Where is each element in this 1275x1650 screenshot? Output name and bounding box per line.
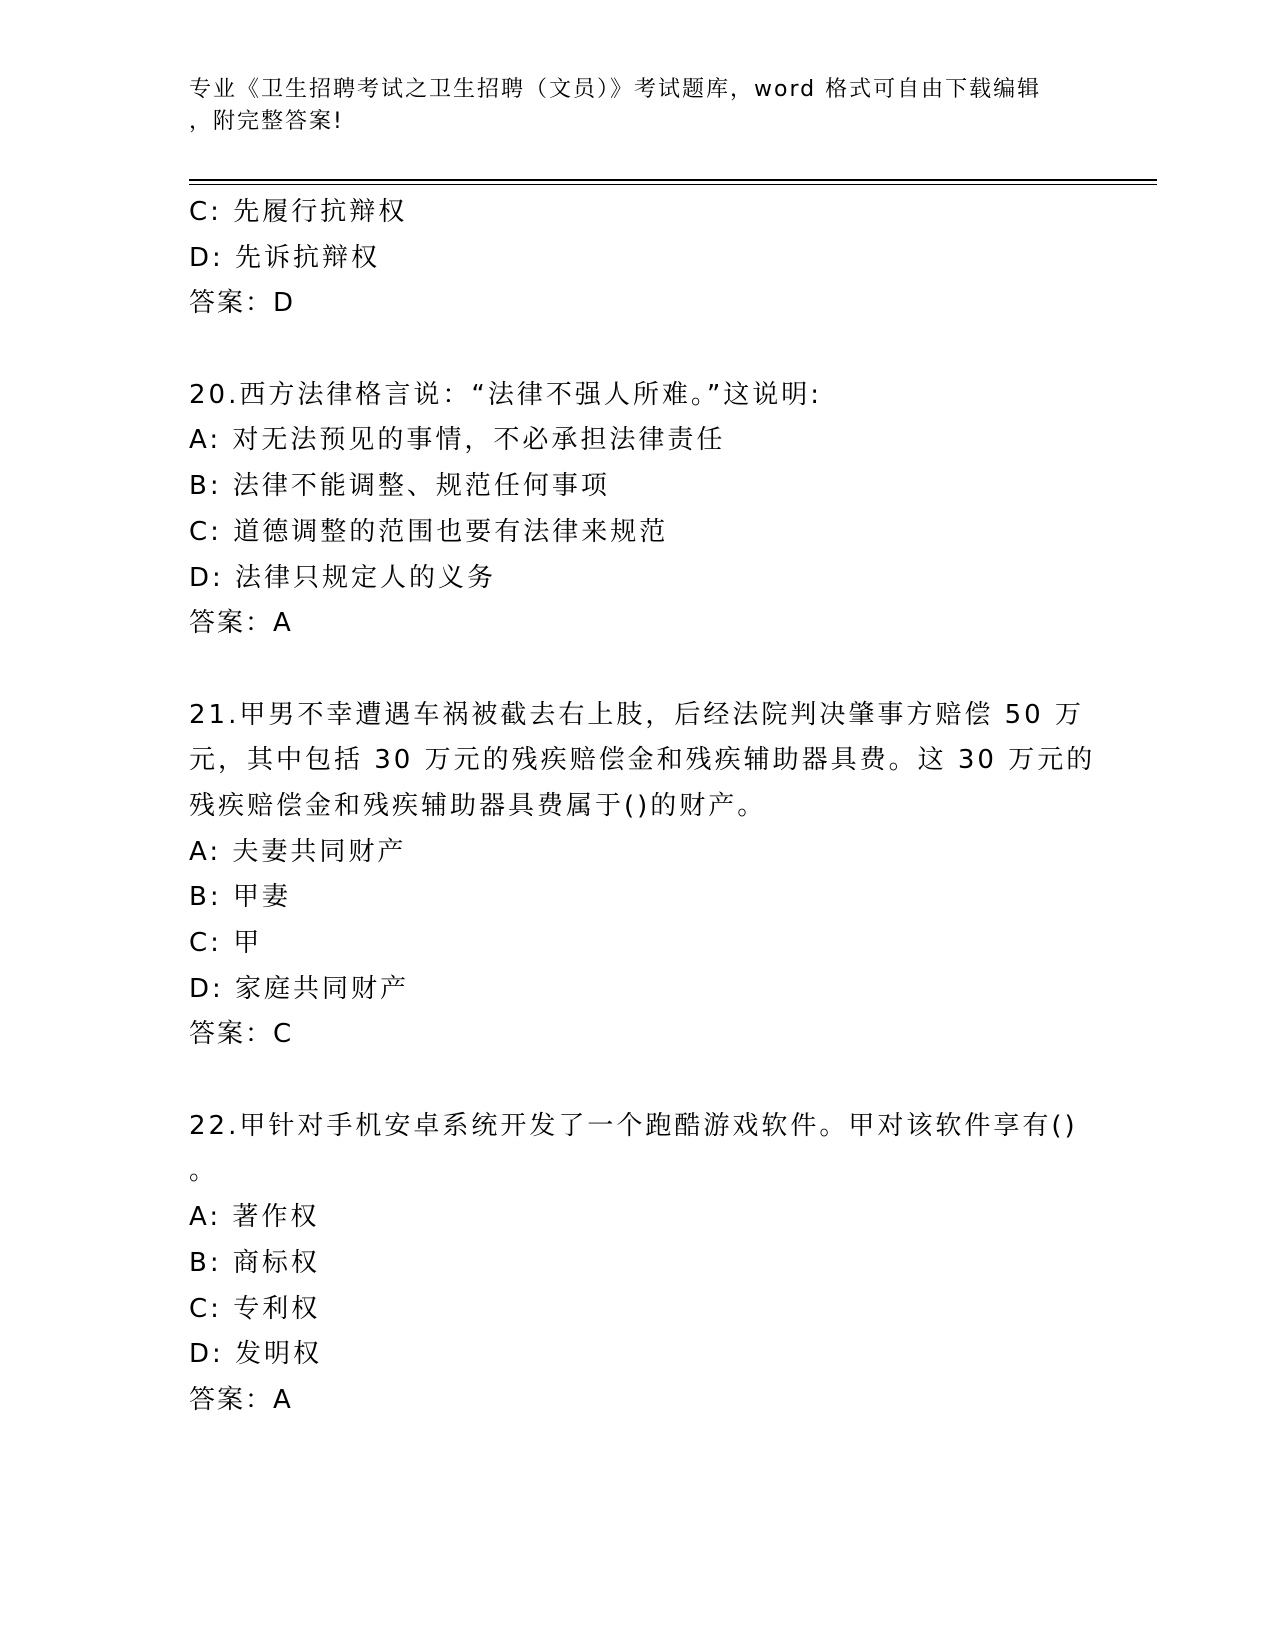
question-20 xyxy=(189,373,1089,647)
answer-line: 答案：A xyxy=(189,1384,293,1415)
question-stem-line-2: 元，其中包括 30 万元的残疾赔偿金和残疾辅助器具费。这 30 万元的 xyxy=(189,745,1096,776)
question-19-tail xyxy=(189,190,1089,327)
document-header xyxy=(189,74,1079,138)
option-a: A: 著作权 xyxy=(189,1202,320,1233)
option-c: C: 专利权 xyxy=(189,1293,321,1324)
header-divider-thick xyxy=(189,179,1157,181)
option-c: C: 甲 xyxy=(189,928,263,958)
question-stem-line-1: 21.甲男不幸遭遇车祸被截去右上肢，后经法院判决肇事方赔偿 50 万 xyxy=(189,699,1084,730)
header-title-continuation: ，附完整答案! xyxy=(189,109,344,134)
option-a: A: 对无法预见的事情，不必承担法律责任 xyxy=(189,425,726,456)
question-stem-line-1: 22.甲针对手机安卓系统开发了一个跑酷游戏软件。甲对该软件享有() xyxy=(189,1110,1078,1141)
option-b: B: 法律不能调整、规范任何事项 xyxy=(189,471,610,502)
option-d: D: 发明权 xyxy=(189,1339,323,1370)
answer-line: 答案：D xyxy=(189,288,296,319)
answer-line: 答案：A xyxy=(189,608,293,639)
option-b: B: 甲妻 xyxy=(189,882,291,913)
header-divider-thin xyxy=(189,184,1157,185)
option-b: B: 商标权 xyxy=(189,1247,320,1278)
question-stem-line-3: 残疾赔偿金和残疾辅助器具费属于()的财产。 xyxy=(189,790,767,821)
question-21 xyxy=(189,693,1096,1059)
header-title-line: 专业《卫生招聘考试之卫生招聘（文员）》考试题库，word 格式可自由下载编辑 xyxy=(189,77,1042,102)
answer-line: 答案：C xyxy=(189,1019,294,1050)
option-c: C: 道德调整的范围也要有法律来规范 xyxy=(189,516,669,547)
question-stem: 20.西方法律格言说：“法律不强人所难。”这说明: xyxy=(189,379,823,410)
option-c: C: 先履行抗辩权 xyxy=(189,197,408,227)
question-stem-line-2: 。 xyxy=(189,1156,219,1187)
option-d: D: 法律只规定人的义务 xyxy=(189,562,497,593)
question-list xyxy=(189,190,1096,1424)
option-d: D: 先诉抗辩权 xyxy=(189,242,381,273)
option-d: D: 家庭共同财产 xyxy=(189,973,410,1004)
option-a: A: 夫妻共同财产 xyxy=(189,836,407,867)
question-22 xyxy=(189,1104,1089,1424)
